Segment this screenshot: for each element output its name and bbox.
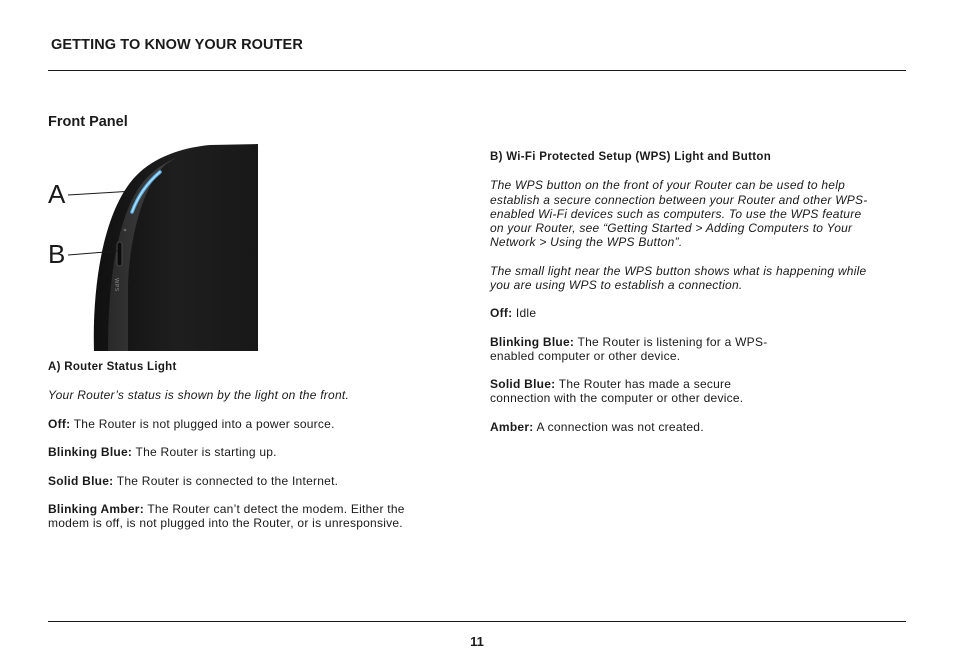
wps-item: Solid Blue: The Router has made a secure connection with the computer or other device.	[490, 377, 744, 406]
wps-section	[490, 150, 875, 448]
router-illustration	[48, 144, 262, 352]
header-title: GETTING TO KNOW YOUR ROUTER	[51, 37, 303, 53]
router-status-light-heading: A) Router Status Light	[48, 361, 177, 373]
callout-b-label: B	[48, 239, 66, 269]
section-title: Front Panel	[48, 114, 128, 130]
wps-light	[124, 229, 127, 232]
router-status-light-section	[48, 360, 448, 545]
footer-divider	[48, 621, 906, 622]
wps-light-description: The small light near the WPS button shows what is happening while you are using WPS to establish a connection.	[490, 263, 867, 292]
router-status-intro: Your Router’s status is shown by the light on the front.	[48, 388, 350, 403]
status-item: Blinking Blue: The Router is starting up.	[48, 445, 277, 460]
wps-description: The WPS button on the front of your Router can be used to help establish a secure connection between your Router and other WPS-enabled Wi-Fi devices such as computers. To use the WPS feature on your Router, see “Getting Started > Adding Computers to Your Network > Using the WPS Button”.	[490, 178, 868, 250]
callout-a-label: A	[48, 179, 66, 209]
status-item: Blinking Amber: The Router can’t detect the modem. Either the modem is off, is not plugged into the Router, or is unresponsive.	[48, 501, 405, 531]
page-number: 11	[470, 634, 484, 649]
router-front-panel-figure	[48, 144, 262, 352]
header-divider	[48, 70, 906, 71]
status-item: Off: The Router is not plugged into a power source.	[48, 416, 335, 431]
wps-heading: B) Wi-Fi Protected Setup (WPS) Light and Button	[490, 151, 772, 163]
wps-item: Off: Idle	[490, 306, 537, 321]
status-item: Solid Blue: The Router is connected to the Internet.	[48, 473, 339, 488]
wps-item: Blinking Blue: The Router is listening for a WPS-enabled computer or other device.	[490, 334, 768, 363]
wps-button	[117, 242, 122, 266]
wps-mark: WPS	[113, 278, 119, 292]
wps-item: Amber: A connection was not created.	[490, 419, 704, 434]
